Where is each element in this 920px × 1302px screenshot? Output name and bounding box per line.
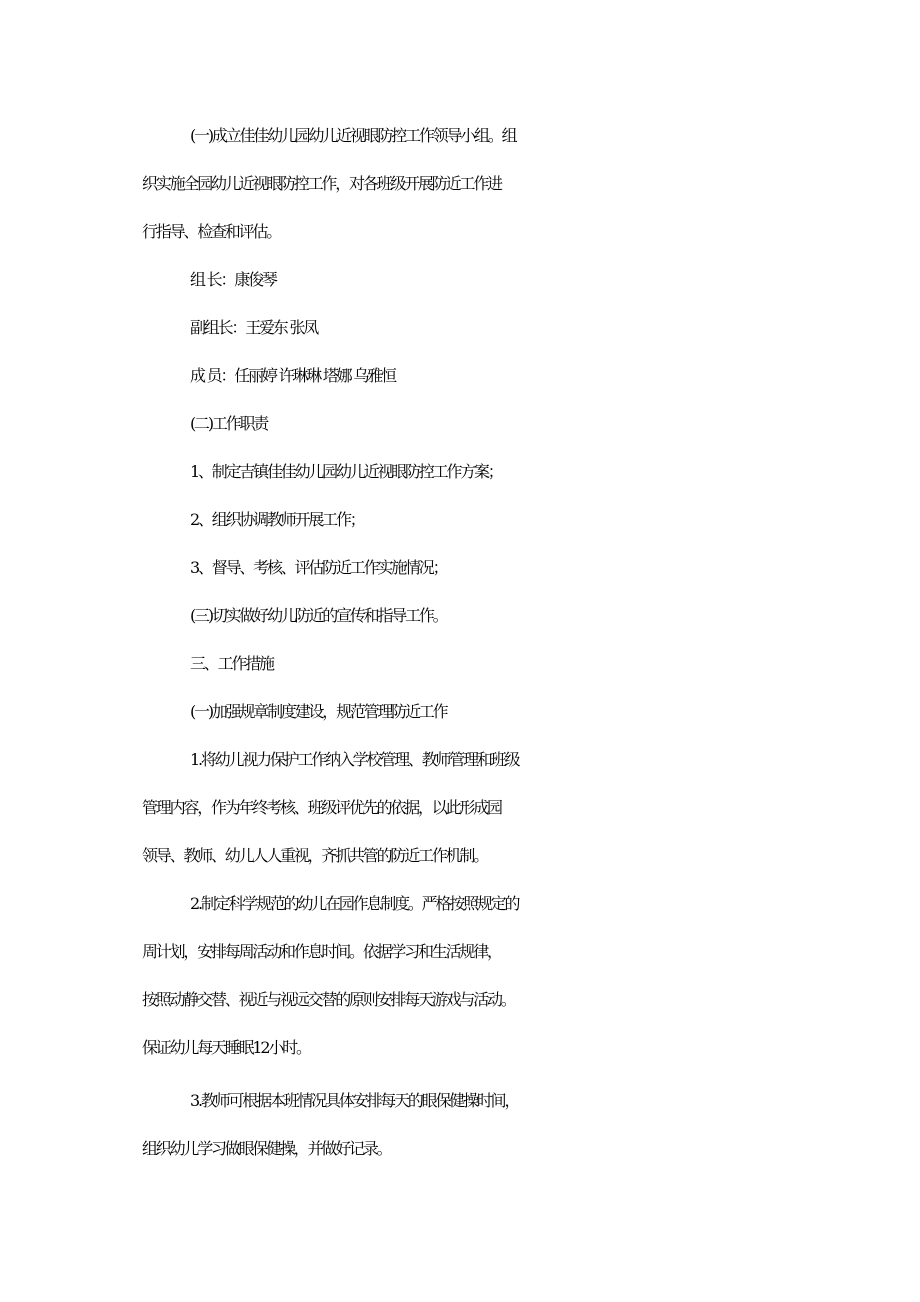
text-line: 领导、教师、幼儿人人重视，齐抓共管的防近工作机制。 [142, 846, 488, 865]
section-heading: (三)切实做好幼儿防近的宣传和指导工作。 [190, 606, 447, 625]
text-line: 组织幼儿学习做眼保健操，并做好记录。 [142, 1139, 391, 1158]
list-item: 2、组织协调教师开展工作； [190, 510, 364, 529]
text-line: 织实施全园幼儿近视眼防控工作，对各班级开展防近工作进 [142, 174, 501, 193]
text-line: (一)成立佳佳幼儿园幼儿近视眼防控工作领导小组。组 [190, 126, 516, 145]
section-heading: (二)工作职责 [190, 414, 268, 433]
list-item: 3、督导、考核、评估防近工作实施情况； [190, 558, 447, 577]
section-heading: (一)加强规章制度建设，规范管理防近工作 [190, 702, 447, 721]
text-line: 副组长：王爱东 张凤 [190, 318, 318, 337]
text-line: 3.教师可根据本班情况具体安排每天的眼保健操时间， [190, 1091, 519, 1110]
text-line: 1.将幼儿视力保护工作纳入学校管理、教师管理和班级 [190, 750, 519, 769]
text-line: 按照动静交替、视近与视远交替的原则安排每天游戏与活动。 [142, 990, 515, 1009]
section-heading: 三、工作措施 [190, 654, 273, 673]
text-line: 周计划，安排每周活动和作息时间。依据学习和生活规律， [142, 942, 501, 961]
text-line: 成 员：任丽婷 许琳琳 塔娜 乌雅恒 [190, 366, 395, 385]
text-line: 行指导、检查和评估。 [142, 222, 281, 241]
list-item: 1、制定吉镇佳佳幼儿园幼儿近视眼防控工作方案； [190, 462, 502, 481]
text-line: 管理内容，作为年终考核、班级评优先的依据，以此形成园 [142, 798, 501, 817]
text-line: 2.制定科学规范的幼儿在园作息制度。严格按照规定的 [190, 894, 519, 913]
text-line: 组 长：康俊琴 [190, 270, 276, 289]
text-line: 保证幼儿每天睡眠12小时。 [142, 1038, 310, 1057]
